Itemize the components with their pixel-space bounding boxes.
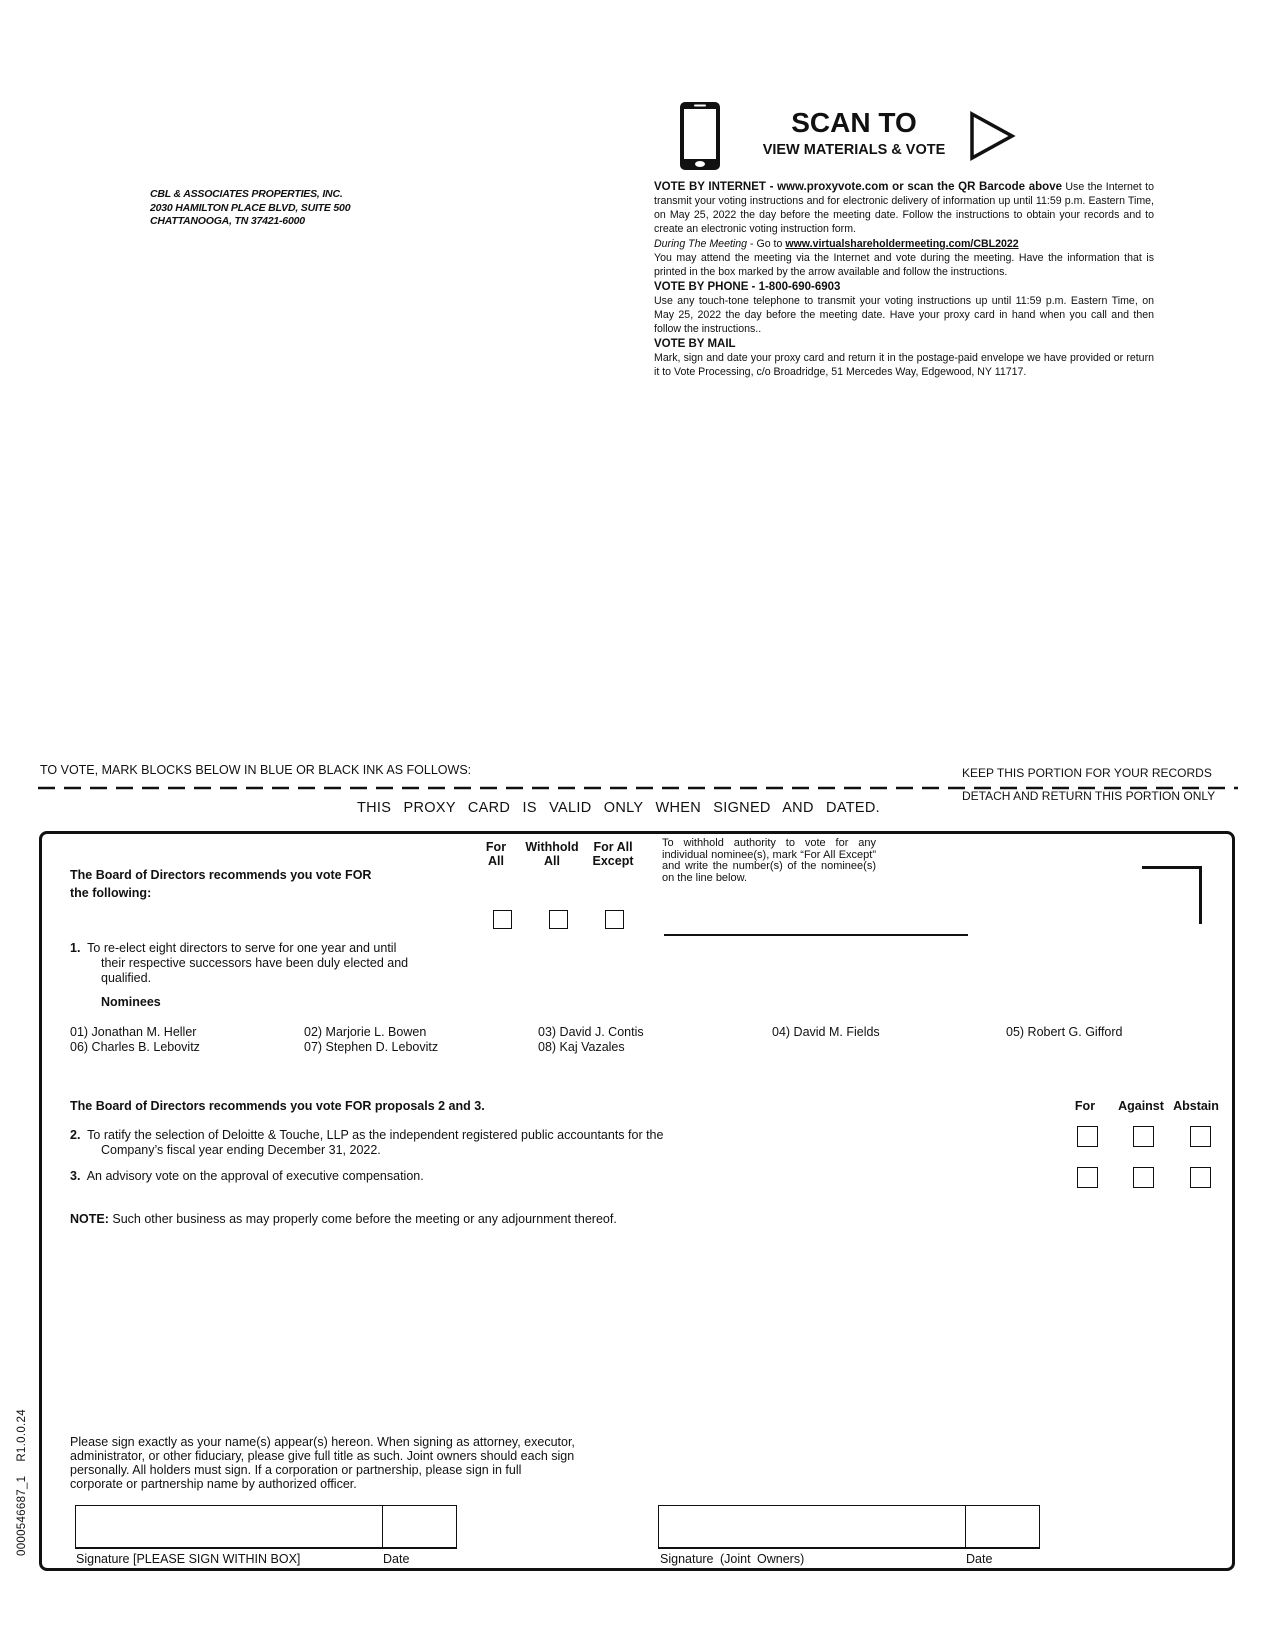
- address-line-1: 2030 HAMILTON PLACE BLVD, SUITE 500: [150, 201, 351, 214]
- keep-portion-label: KEEP THIS PORTION FOR YOUR RECORDS: [962, 766, 1212, 780]
- note: [70, 1212, 617, 1227]
- scan-subtitle: VIEW MATERIALS & VOTE: [762, 142, 946, 158]
- nominee-exception-line[interactable]: [664, 934, 968, 936]
- mail-heading: VOTE BY MAIL: [654, 338, 736, 350]
- col-for-all: [476, 840, 516, 868]
- meeting-url-link[interactable]: www.virtualshareholdermeeting.com/CBL2022: [785, 238, 1019, 250]
- checkbox-for-all-except[interactable]: [605, 910, 624, 929]
- smartphone-icon: [678, 100, 722, 172]
- board-recommendation-1: [70, 868, 371, 901]
- proposal-2-abstain-checkbox[interactable]: [1190, 1126, 1211, 1147]
- sign-instr-line2: administrator, or other fiduciary, please give full title as such. Joint owners should each sign: [70, 1449, 575, 1463]
- nominee-07: 07) Stephen D. Lebovitz: [304, 1040, 439, 1054]
- internet-text: Use the Internet to transmit your voting instructions and for electronic delivery of information up until 11:59 p.m. Eastern Time, on May 25, 2022 the day before the meeting date. Follow the instructions to obtain your records and to create an electronic voting instruction form.: [654, 181, 1154, 235]
- mail-text: Mark, sign and date your proxy card and return it in the postage-paid envelope we have provided or return it to Vote Processing, c/o Broadridge, 51 Mercedes Way, Edgewood, NY 11717.: [654, 352, 1154, 378]
- phone-text: Use any touch-tone telephone to transmit your voting instructions up until 11:59 p.m. Eastern Time, on May 25, 2022 the day before the meeting date. Have your proxy card in hand when you call and then follow the instructions..: [654, 295, 1154, 335]
- proposal-2: [70, 1128, 770, 1158]
- col-withhold-all: [521, 840, 583, 868]
- signature-label: Signature [PLEASE SIGN WITHIN BOX]: [76, 1552, 301, 1566]
- note-label: NOTE:: [70, 1212, 109, 1226]
- proposal-3-against-checkbox[interactable]: [1133, 1167, 1154, 1188]
- note-text: Such other business as may properly come before the meeting or any adjournment thereof.: [108, 1212, 617, 1226]
- meeting-text: You may attend the meeting via the Internet and vote during the meeting. Have the information that is printed in the box marked by the arrow available and follow the instructions.: [654, 252, 1154, 278]
- proposal-3-number: 3.: [70, 1169, 81, 1183]
- company-address: [150, 188, 350, 229]
- play-arrow-icon: [968, 110, 1016, 162]
- col-for-all-except: [586, 840, 640, 868]
- col-withhold-line2: All: [544, 854, 560, 868]
- checkbox-withhold-all[interactable]: [549, 910, 568, 929]
- board-recommendation-2: The Board of Directors recommends you vote FOR proposals 2 and 3.: [70, 1099, 485, 1113]
- proposal-2-text-line1: To ratify the selection of Deloitte & Touche, LLP as the independent registered public accountants for the: [87, 1128, 664, 1142]
- col-for-all-line2: All: [488, 854, 504, 868]
- col-except-line1: For All: [593, 840, 633, 854]
- proposal-1-text-line1: To re-elect eight directors to serve for one year and until: [87, 941, 397, 955]
- joint-date-box[interactable]: [965, 1505, 1040, 1549]
- valid-notice: THIS PROXY CARD IS VALID ONLY WHEN SIGNED AND DATED.: [357, 800, 880, 816]
- voting-instructions: [654, 180, 1154, 379]
- col-for-all-line1: For: [485, 840, 507, 854]
- address-line-2: CHATTANOOGA, TN 37421-6000: [150, 215, 305, 227]
- sign-instr-line1: Please sign exactly as your name(s) appear(s) hereon. When signing as attorney, executor,: [70, 1435, 575, 1449]
- proposal-2-for-checkbox[interactable]: [1077, 1126, 1098, 1147]
- col-for: For: [1074, 1099, 1096, 1113]
- col-abstain: Abstain: [1173, 1099, 1219, 1113]
- proposal-3-for-checkbox[interactable]: [1077, 1167, 1098, 1188]
- corner-mark: [1142, 866, 1202, 924]
- sign-instr-line4: corporate or partnership name by authorized officer.: [70, 1477, 357, 1491]
- scan-title: SCAN TO: [791, 107, 917, 138]
- col-except-line2: Except: [592, 854, 634, 868]
- date-box[interactable]: [382, 1505, 457, 1549]
- nominees-heading: Nominees: [101, 995, 161, 1009]
- phone-heading: VOTE BY PHONE - 1-800-690-6903: [654, 281, 841, 293]
- meeting-goto: - Go to: [747, 238, 786, 250]
- nominee-01: 01) Jonathan M. Heller: [70, 1025, 197, 1039]
- proposal-2-text-line2: Company’s fiscal year ending December 31, 2022.: [101, 1143, 381, 1157]
- ink-instruction: TO VOTE, MARK BLOCKS BELOW IN BLUE OR BLACK INK AS FOLLOWS:: [40, 763, 472, 777]
- proposal-1-text-line3: qualified.: [101, 971, 152, 985]
- joint-signature-label: Signature (Joint Owners): [660, 1552, 805, 1566]
- meeting-label: During The Meeting: [654, 238, 748, 250]
- internet-heading: VOTE BY INTERNET - www.proxyvote.com or scan the QR Barcode above: [654, 181, 1062, 193]
- proposal-3: [70, 1169, 424, 1184]
- board-rec-1-line1: The Board of Directors recommends you vote FOR: [70, 868, 372, 882]
- proposal-1: [70, 941, 490, 986]
- board-rec-1-line2: the following:: [70, 886, 152, 900]
- signature-box[interactable]: [75, 1505, 383, 1549]
- proposal-3-abstain-checkbox[interactable]: [1190, 1167, 1211, 1188]
- nominee-03: 03) David J. Contis: [538, 1025, 644, 1039]
- proposal-2-against-checkbox[interactable]: [1133, 1126, 1154, 1147]
- proposal-1-text-line2: their respective successors have been duly elected and: [101, 956, 409, 970]
- proposal-3-text: An advisory vote on the approval of executive compensation.: [86, 1169, 424, 1183]
- nominee-02: 02) Marjorie L. Bowen: [304, 1025, 427, 1039]
- sign-instr-line3: personally. All holders must sign. If a corporation or partnership, please sign in full: [70, 1463, 522, 1477]
- date-label: Date: [383, 1552, 410, 1566]
- nominee-05: 05) Robert G. Gifford: [1006, 1025, 1123, 1039]
- col-withhold-line1: Withhold: [525, 840, 579, 854]
- detach-portion-label: DETACH AND RETURN THIS PORTION ONLY: [962, 789, 1216, 803]
- proposal-2-number: 2.: [70, 1128, 81, 1142]
- checkbox-for-all[interactable]: [493, 910, 512, 929]
- col-against: Against: [1118, 1099, 1164, 1113]
- joint-date-label: Date: [966, 1552, 993, 1566]
- withhold-instruction: To withhold authority to vote for any individual nominee(s), mark “For All Except” and write the number(s) of the nominee(s) on the line below.: [662, 837, 876, 884]
- joint-signature-box[interactable]: [658, 1505, 966, 1549]
- side-code: 0000546687_1 R1.0.0.24: [16, 1409, 28, 1556]
- nominee-04: 04) David M. Fields: [772, 1025, 880, 1039]
- proposal-1-number: 1.: [70, 941, 81, 955]
- signing-instructions: [70, 1435, 575, 1491]
- nominee-06: 06) Charles B. Lebovitz: [70, 1040, 200, 1054]
- company-name: CBL & ASSOCIATES PROPERTIES, INC.: [150, 188, 343, 200]
- nominee-08: 08) Kaj Vazales: [538, 1040, 625, 1054]
